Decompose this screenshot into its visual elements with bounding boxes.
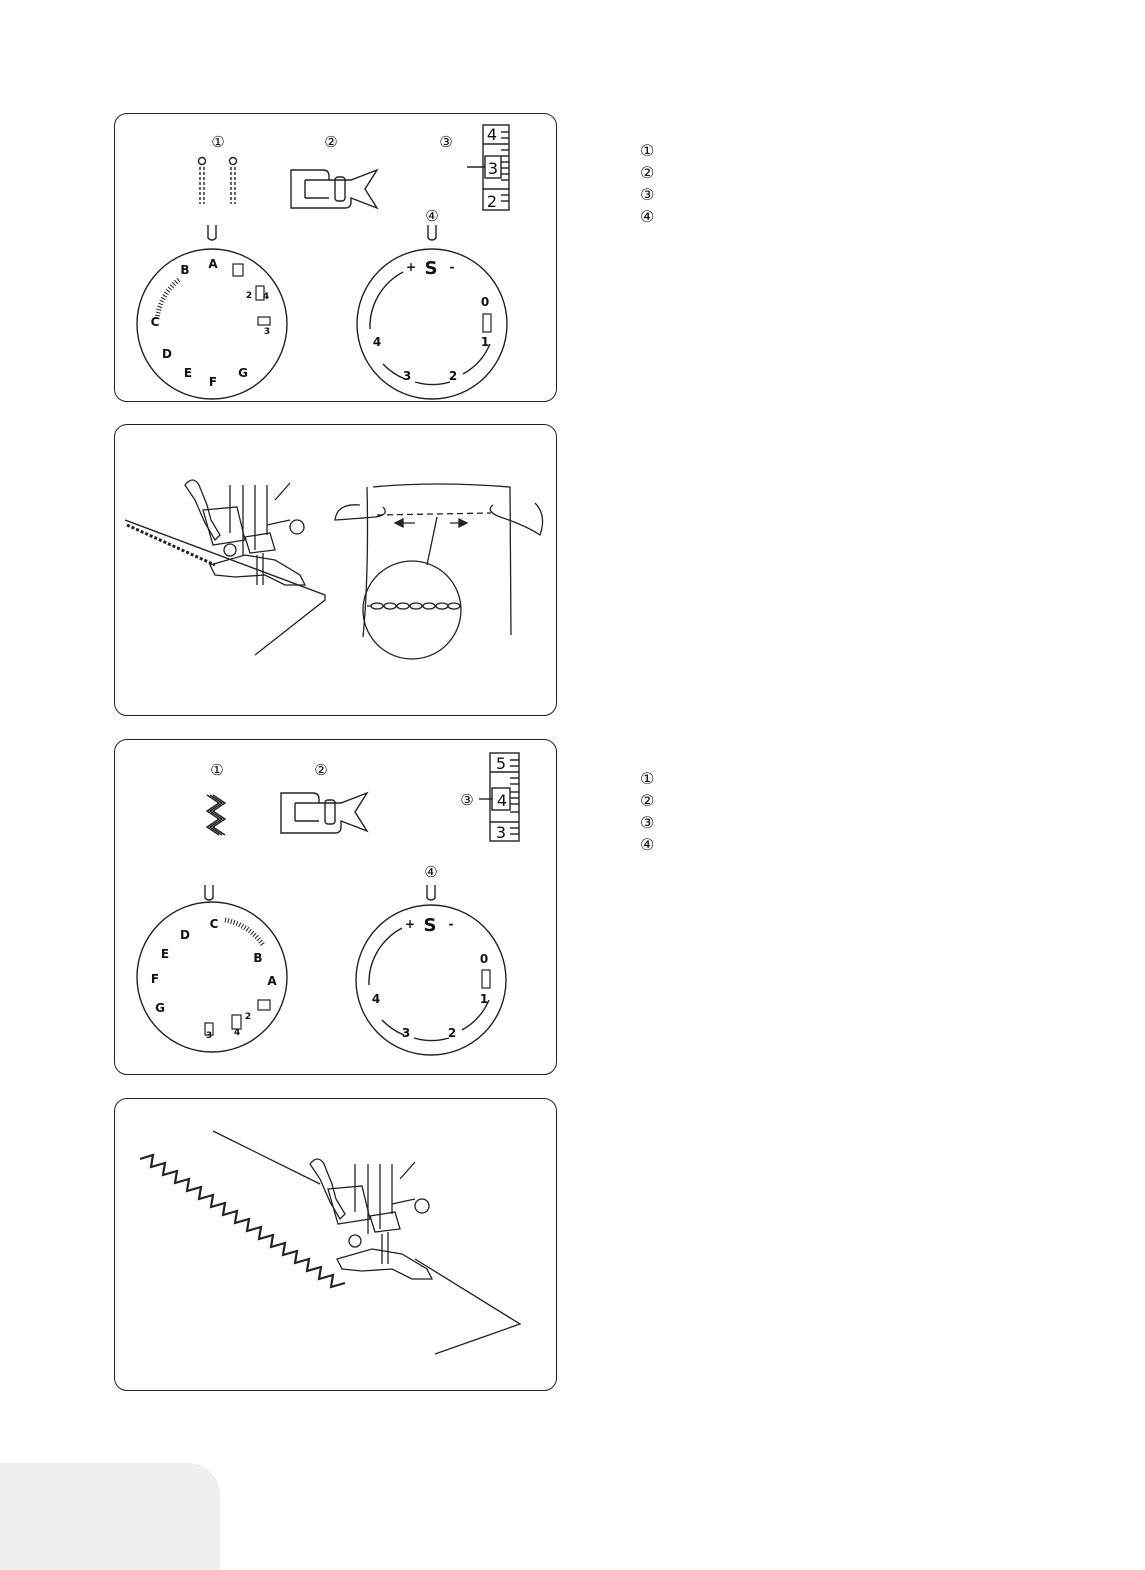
zigzag-foot-icon [291, 170, 377, 208]
rick-rack-seam-illustration [115, 1099, 557, 1391]
length-dial-arc [370, 272, 403, 329]
svg-text:3: 3 [402, 369, 412, 383]
svg-text:4: 4 [262, 292, 270, 302]
stretch-seam-illustration [115, 425, 557, 716]
legend-item: ① [640, 769, 655, 788]
legend-1 [640, 140, 670, 228]
legend-item: ③ [640, 813, 655, 832]
svg-text:B: B [180, 263, 190, 277]
svg-text:G: G [155, 1001, 165, 1015]
illustration-panel-2 [114, 424, 557, 716]
legend-item: ③ [640, 185, 655, 204]
rick-rack-stitch-icon [207, 795, 225, 835]
svg-text:-: - [448, 917, 454, 931]
presser-foot-icon [310, 1159, 432, 1279]
svg-text:4: 4 [371, 992, 381, 1006]
svg-text:4: 4 [233, 1028, 241, 1038]
svg-text:0: 0 [480, 295, 490, 309]
pattern-pointer-icon [208, 225, 216, 240]
svg-text:F: F [208, 375, 218, 389]
marker-1: ① [210, 761, 224, 779]
svg-text:4: 4 [486, 125, 498, 144]
illustration-panel-4 [114, 1098, 557, 1391]
svg-text:2: 2 [245, 291, 253, 301]
svg-text:5: 5 [495, 754, 507, 773]
svg-text:B: B [253, 951, 263, 965]
marker-3: ③ [460, 791, 474, 809]
rick-rack-seam [140, 1155, 345, 1287]
legend-item: ④ [640, 835, 655, 854]
legend-item: ② [640, 791, 655, 810]
settings-illustration-1 [115, 114, 557, 402]
svg-text:3: 3 [401, 1026, 411, 1040]
length-pointer-icon [428, 225, 436, 240]
settings-panel-3 [114, 739, 557, 1075]
svg-text:E: E [183, 366, 193, 380]
svg-text:4: 4 [496, 791, 508, 810]
pattern-pointer-icon [205, 885, 213, 900]
svg-text:3: 3 [205, 1031, 213, 1041]
svg-text:4: 4 [372, 335, 382, 349]
svg-text:C: C [209, 917, 219, 931]
svg-text:S: S [424, 258, 438, 279]
svg-text:3: 3 [487, 159, 499, 178]
marker-2: ② [314, 761, 328, 779]
svg-text:A: A [208, 257, 218, 271]
fabric-right-edge [415, 1259, 520, 1354]
svg-text:2: 2 [448, 369, 458, 383]
svg-text:3: 3 [263, 327, 271, 337]
zigzag-foot-icon [281, 793, 367, 833]
page-corner-tab [0, 1463, 220, 1570]
svg-text:-: - [449, 260, 455, 274]
svg-text:G: G [238, 366, 248, 380]
marker-2: ② [324, 133, 338, 151]
legend-2 [640, 768, 670, 856]
svg-text:0: 0 [479, 952, 489, 966]
svg-text:D: D [162, 347, 172, 361]
svg-text:2: 2 [244, 1012, 252, 1022]
legend-item: ② [640, 163, 655, 182]
legend-item: ① [640, 141, 655, 160]
svg-text:1: 1 [480, 335, 490, 349]
magnified-seam-icon [363, 561, 461, 659]
presser-foot-icon [185, 480, 305, 585]
svg-text:1: 1 [479, 992, 489, 1006]
settings-illustration-3 [115, 740, 557, 1075]
svg-text:E: E [160, 947, 170, 961]
marker-1: ① [211, 133, 225, 151]
settings-panel-1 [114, 113, 557, 402]
svg-text:F: F [150, 972, 160, 986]
svg-text:C: C [150, 315, 160, 329]
svg-text:3: 3 [495, 823, 507, 842]
hands-pulling-fabric-icon [335, 484, 543, 637]
svg-text:2: 2 [486, 192, 498, 211]
legend-item: ④ [640, 207, 655, 226]
svg-text:+: + [404, 917, 416, 931]
svg-text:S: S [423, 915, 437, 936]
length-pointer-icon [427, 885, 435, 900]
marker-4: ④ [425, 207, 439, 225]
svg-text:A: A [267, 974, 277, 988]
marker-4: ④ [424, 863, 438, 881]
fabric-outline [125, 520, 325, 655]
svg-text:D: D [180, 928, 190, 942]
svg-text:2: 2 [447, 1026, 457, 1040]
svg-text:+: + [405, 260, 417, 274]
fabric-top-edge [213, 1131, 320, 1184]
straight-stretch-stitch-icon [199, 158, 237, 205]
marker-3: ③ [439, 133, 453, 151]
